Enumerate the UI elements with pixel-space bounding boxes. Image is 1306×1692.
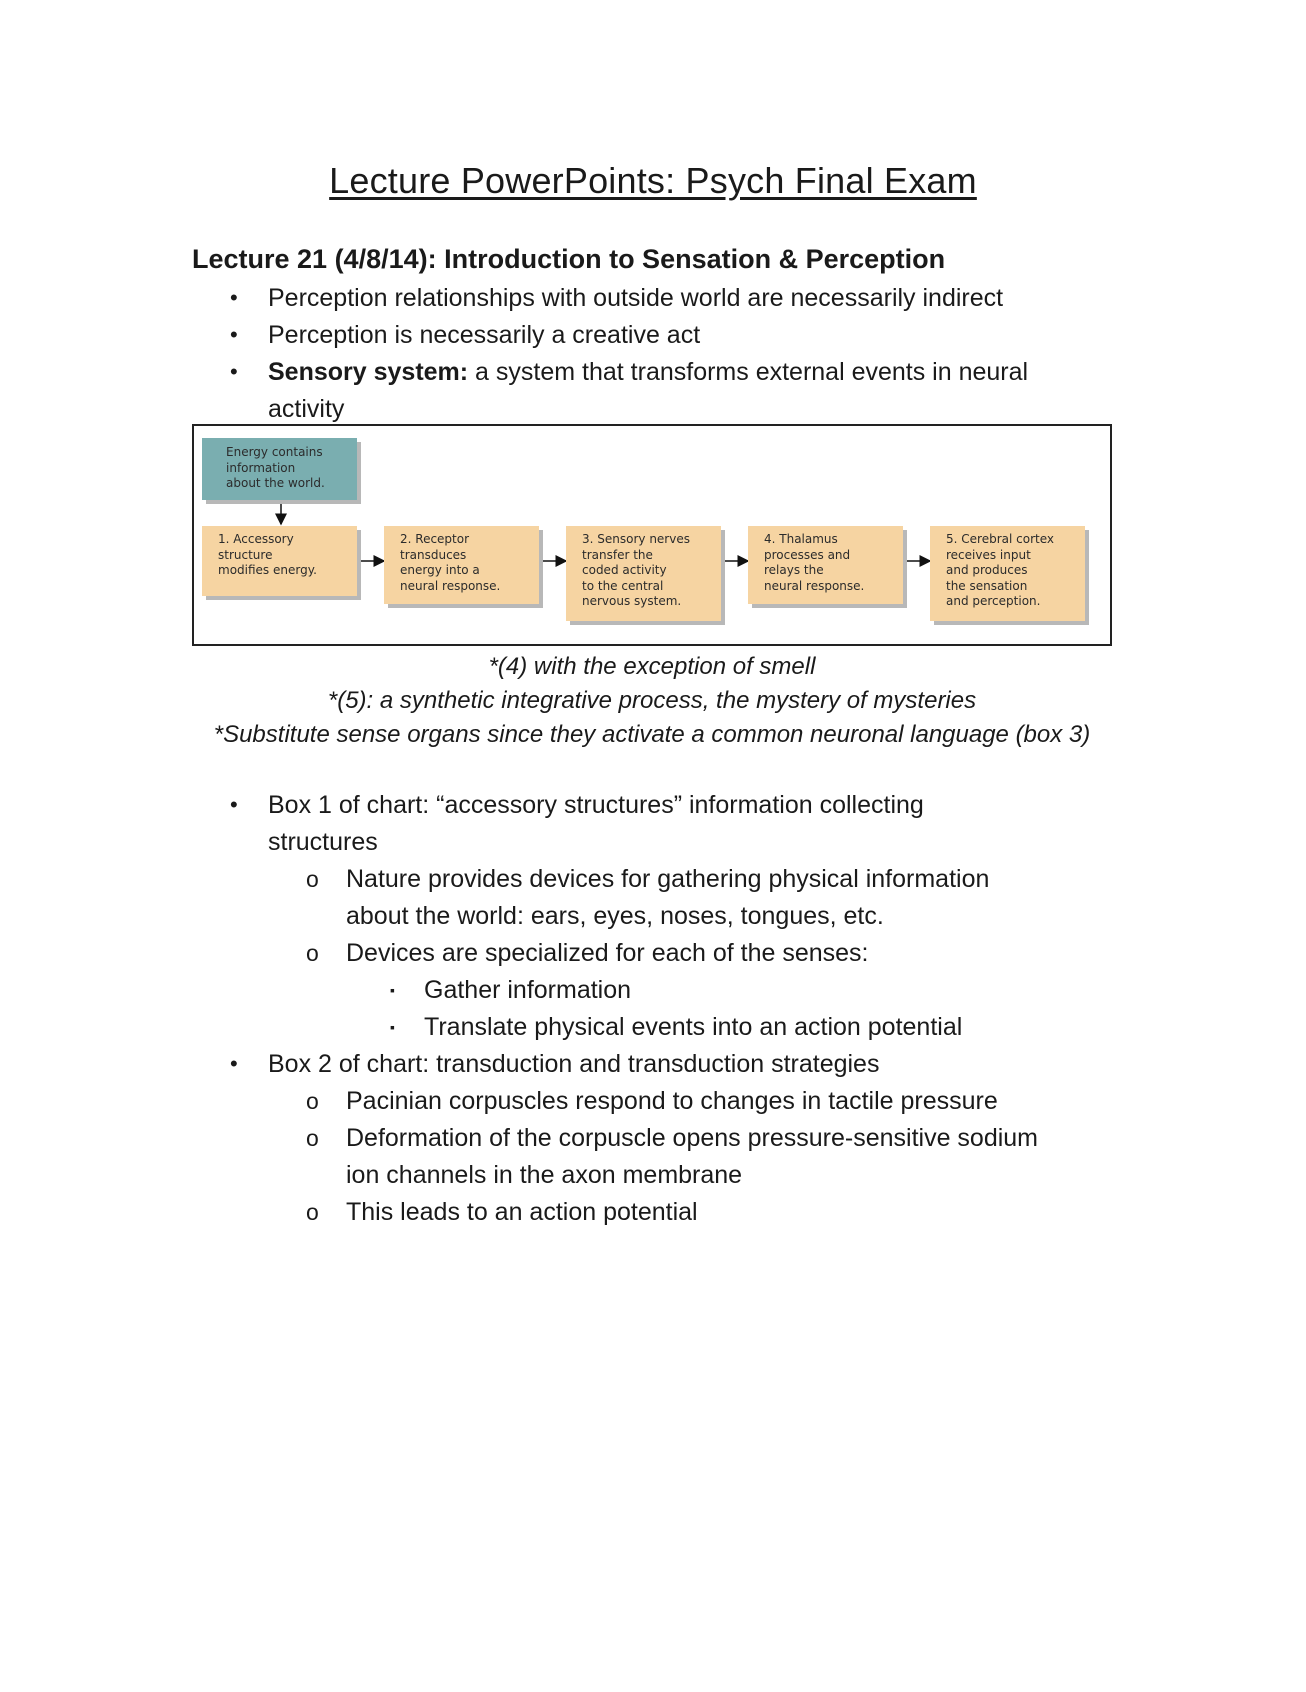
- bullet-text: Box 1 of chart: “accessory structures” information collecting: [268, 791, 924, 819]
- lecture-heading: Lecture 21 (4/8/14): Introduction to Sensation & Perception: [192, 244, 946, 274]
- note-line: *(5): a synthetic integrative process, the mystery of mysteries: [327, 687, 977, 714]
- flowchart-step-1: 1. Accessory structure modifies energy.: [202, 526, 357, 596]
- bullet-text: Perception relationships with outside world are necessarily indirect: [268, 284, 1004, 312]
- flowchart-step-3: 3. Sensory nerves transfer the coded activity to the central nervous system.: [566, 526, 721, 621]
- bullet-marker: o: [306, 1088, 319, 1114]
- flowchart-source-box: Energy contains information about the world.: [202, 438, 357, 500]
- bullet-text: Devices are specialized for each of the senses:: [346, 939, 869, 967]
- bullet-text: about the world: ears, eyes, noses, tongues, etc.: [346, 902, 884, 930]
- note-line: *(4) with the exception of smell: [488, 653, 816, 680]
- list-item: [192, 861, 1038, 898]
- bullet-text: Deformation of the corpuscle opens pressure-sensitive sodium: [346, 1124, 1039, 1152]
- list-item: [192, 1046, 1038, 1083]
- note-line: *Substitute sense organs since they activate a common neuronal language (box 3): [213, 721, 1091, 748]
- bullet-marker: •: [230, 285, 238, 310]
- bullet-text: Perception is necessarily a creative act: [268, 321, 701, 349]
- bullet-marker: •: [230, 322, 238, 347]
- detail-bullet-list: [192, 787, 1038, 1231]
- bullet-text: Nature provides devices for gathering physical information: [346, 865, 990, 893]
- list-item-continuation: [192, 1157, 1038, 1194]
- list-item: [192, 972, 1038, 1009]
- bullet-text: Pacinian corpuscles respond to changes in tactile pressure: [346, 1087, 998, 1115]
- bold-term: Sensory system:: [268, 358, 469, 386]
- bullet-text: activity: [268, 395, 345, 423]
- bullet-text: This leads to an action potential: [346, 1198, 698, 1226]
- bullet-text: Box 2 of chart: transduction and transduction strategies: [268, 1050, 880, 1078]
- bullet-marker: o: [306, 1199, 319, 1225]
- flowchart-step-4: 4. Thalamus processes and relays the neural response.: [748, 526, 903, 604]
- figure-notes: [192, 650, 1112, 752]
- list-item: [192, 787, 1038, 824]
- bullet-text: ion channels in the axon membrane: [346, 1161, 743, 1189]
- list-item: [192, 1194, 1038, 1231]
- list-item: [192, 280, 1028, 317]
- bullet-text: Gather information: [424, 976, 632, 1004]
- bullet-marker: •: [230, 359, 238, 384]
- bullet-marker: ▪: [390, 1019, 395, 1035]
- bullet-marker: ▪: [390, 982, 395, 998]
- bullet-text: structures: [268, 828, 378, 856]
- bullet-marker: •: [230, 1051, 238, 1076]
- sensory-flowchart: [192, 424, 1112, 646]
- document-title: Lecture PowerPoints: Psych Final Exam: [329, 160, 977, 201]
- bullet-text: a system that transforms external events in neural: [468, 358, 1029, 386]
- list-item: [192, 317, 1028, 354]
- intro-bullet-list: [192, 280, 1028, 428]
- flowchart-step-5: 5. Cerebral cortex receives input and produces the sensation and perception.: [930, 526, 1085, 621]
- list-item-continuation: [192, 391, 1028, 428]
- list-item: [192, 935, 1038, 972]
- list-item: [192, 1120, 1038, 1157]
- flowchart-step-2: 2. Receptor transduces energy into a neural response.: [384, 526, 539, 604]
- bullet-marker: o: [306, 940, 319, 966]
- bullet-text: Translate physical events into an action potential: [424, 1013, 963, 1041]
- list-item: [192, 1009, 1038, 1046]
- list-item-continuation: [192, 898, 1038, 935]
- list-item: [192, 1083, 1038, 1120]
- list-item-continuation: [192, 824, 1038, 861]
- bullet-marker: o: [306, 866, 319, 892]
- bullet-marker: •: [230, 792, 238, 817]
- bullet-marker: o: [306, 1125, 319, 1151]
- list-item: [192, 354, 1028, 391]
